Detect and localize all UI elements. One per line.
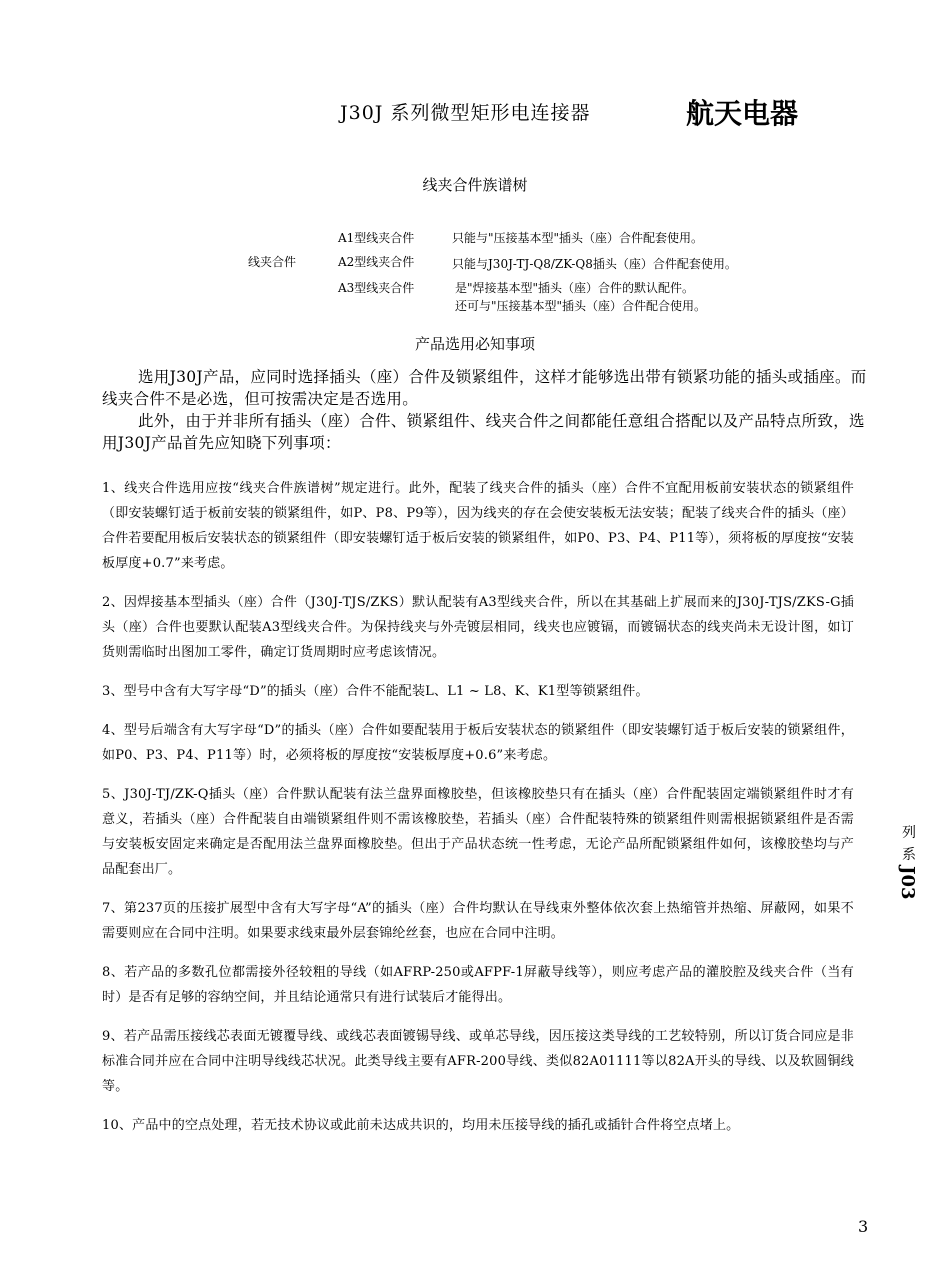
tree-type-a1: A1型线夹合件 — [338, 231, 415, 245]
notice-item: 3、型号中含有大写字母“D”的插头（座）合件不能配装L、L1 ~ L8、K、K1型等锁紧组件。 — [102, 684, 649, 699]
notice-title: 产品选用必知事项 — [414, 335, 535, 353]
tree-desc-a3-extra: 还可与"压接基本型"插头（座）合件配合使用。 — [455, 299, 707, 313]
notice-item: 5、J30J-TJ/ZK-Q插头（座）合件默认配装有法兰盘界面橡胶垫，但该橡胶垫只有在插头（座）合件配装固定端锁紧组件时才有意义，若插头（座）合件配装自由端锁紧组件则不需该橡胶垫，若插头（座）合件配装特殊的锁紧组件则需根据锁紧组件是否需与安装板安固定来确定是否配用法兰盘界面橡胶垫。但出于产品状态统一性考虑，无论产品所配锁紧组件如何，该橡胶垫均与产品配套出厂。 — [102, 787, 854, 877]
tree-desc-a1: 只能与"压接基本型"插头（座）合件配套使用。 — [452, 231, 704, 245]
tree-type-a2: A2型线夹合件 — [338, 255, 415, 269]
family-tree-root: 线夹合件 — [248, 255, 297, 269]
notice-item: 8、若产品的多数孔位都需接外径较粗的导线（如AFRP-250或AFPF-1屏蔽导线等），则应考虑产品的灌胶腔及线夹合件（当有时）是否有足够的容纳空间，并且结论通常只有进行试装后才能得出。 — [102, 965, 854, 1005]
notice-item: 9、若产品需压接线芯表面无镀覆导线、或线芯表面镀锡导线、或单芯导线，因压接这类导线的工艺较特别，所以订货合同应是非标准合同并应在合同中注明导线线芯状况。此类导线主要有AFR-200导线、类似82A01111等以82A开头的导线、以及软圆铜线等。 — [102, 1029, 854, 1094]
intro-text — [102, 366, 870, 454]
intro-paragraph: 此外，由于并非所有插头（座）合件、锁紧组件、线夹合件之间都能任意组合搭配以及产品特点所致，选用J30J产品首先应知晓下列事项： — [102, 412, 865, 452]
notice-item: 10、产品中的空点处理，若无技术协议或此前未达成共识的，均用未压接导线的插孔或插针合件将空点堵上。 — [102, 1118, 740, 1133]
side-series-label: 列系 — [902, 825, 916, 863]
side-series-mark: J03 — [897, 866, 918, 900]
brand-name: 航天电器 — [686, 97, 799, 130]
notice-item: 2、因焊接基本型插头（座）合件（J30J-TJS/ZKS）默认配装有A3型线夹合件，所以在其基础上扩展而来的J30J-TJS/ZKS-G插头（座）合件也要默认配装A3型线夹合件。为保持线夹与外壳镀层相同，线夹也应镀镉，而镀镉状态的线夹尚未无设计图，如订货则需临时出图加工零件，确定订货周期时应考虑该情况。 — [102, 595, 854, 660]
notice-list — [102, 476, 854, 1152]
family-tree-title: 线夹合件族谱树 — [422, 176, 528, 194]
intro-paragraph: 选用J30J产品，应同时选择插头（座）合件及锁紧组件，这样才能够选出带有锁紧功能的插头或插座。而线夹合件不是必选，但可按需决定是否选用。 — [102, 368, 867, 408]
notice-item: 4、型号后端含有大写字母“D”的插头（座）合件如要配装用于板后安装状态的锁紧组件（即安装螺钉适于板后安装的锁紧组件，如P0、P3、P4、P11等）时，必须将板的厚度按“安装板厚度+0.6”来考虑。 — [102, 723, 854, 763]
tree-type-a3: A3型线夹合件 — [338, 281, 415, 295]
notice-item: 1、线夹合件选用应按“线夹合件族谱树”规定进行。此外，配装了线夹合件的插头（座）合件不宜配用板前安装状态的锁紧组件（即安装螺钉适于板前安装的锁紧组件，如P、P8、P9等），因为线夹的存在会使安装板无法安装；配装了线夹合件的插头（座）合件若要配用板后安装状态的锁紧组件（即安装螺钉适于板后安装的锁紧组件，如P0、P3、P4、P11等），须将板的厚度按“安装板厚度+0.7”来考虑。 — [102, 481, 854, 571]
notice-item: 7、第237页的压接扩展型中含有大写字母“A”的插头（座）合件均默认在导线束外整体依次套上热缩管并热缩、屏蔽网，如果不需要则应在合同中注明。如果要求线束最外层套锦纶丝套，也应在合同中注明。 — [102, 901, 854, 941]
series-title: J30J 系列微型矩形电连接器 — [340, 102, 591, 124]
tree-desc-a3: 是"焊接基本型"插头（座）合件的默认配件。 — [455, 281, 695, 295]
page-number: 3 — [858, 1217, 869, 1236]
tree-desc-a2: 只能与J30J-TJ-Q8/ZK-Q8插头（座）合件配套使用。 — [452, 257, 737, 271]
